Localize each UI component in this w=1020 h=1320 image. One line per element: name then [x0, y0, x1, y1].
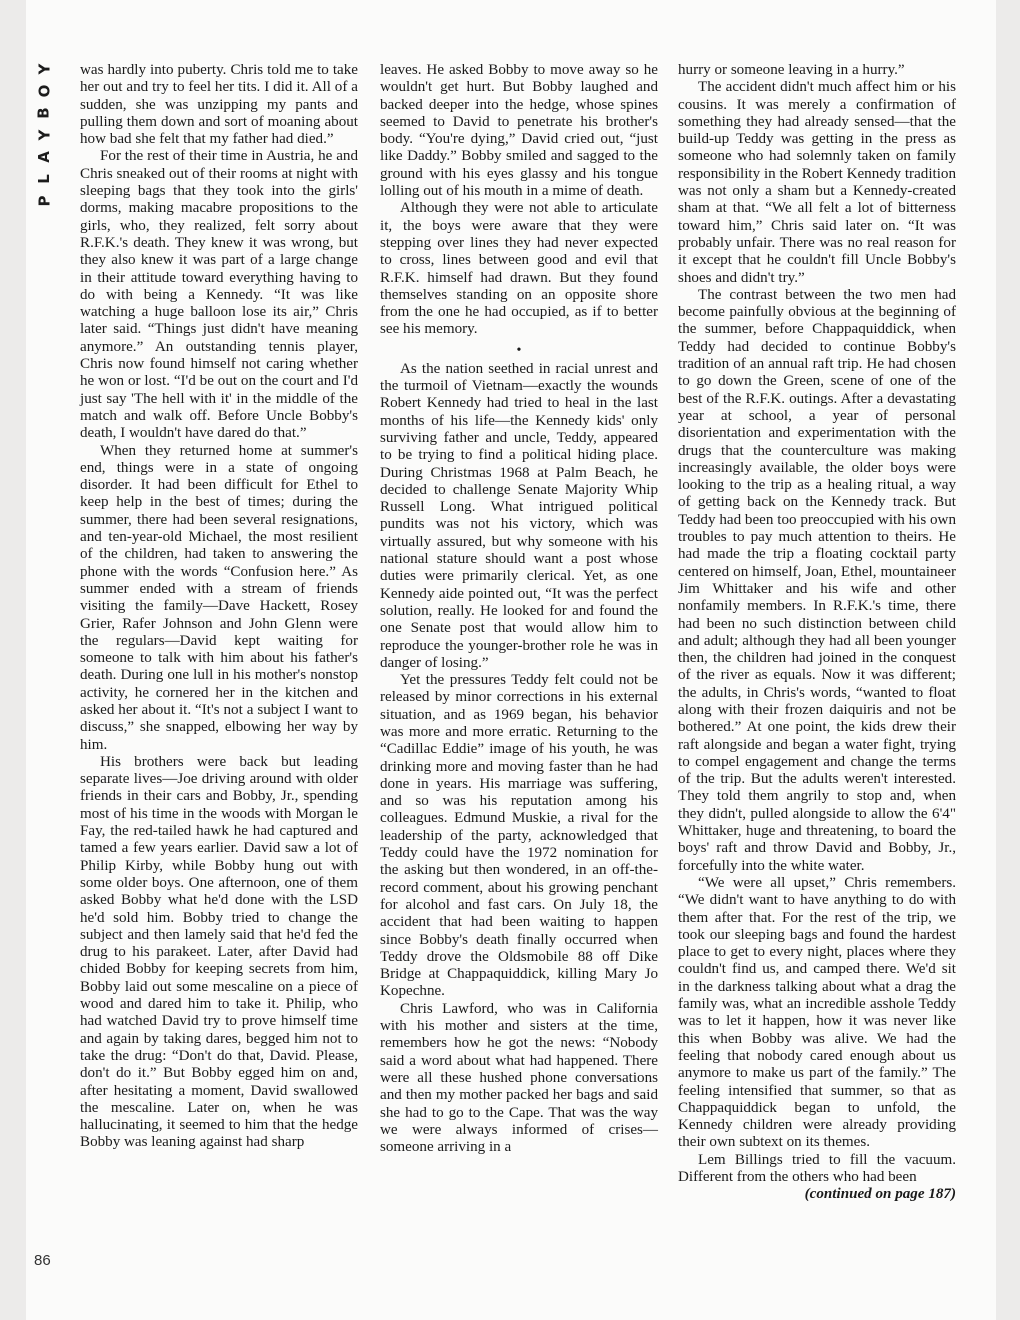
paragraph: His brothers were back but leading separate lives—Joe driving around with older friends in their cars and Bobby, Jr., spending most of his time in the woods with Morgan le Fay, the red-tailed hawk he had captured and tamed a few years earlier. David saw a lot of Philip Kirby, while Bobby hung out with some older boys. One afternoon, one of them asked Bobby what he'd done with the LSD he'd sold him. Bobby tried to change the subject and then lamely said that he'd fed the drug to his parakeet. Later, after David had chided Bobby for keeping secrets from him, Bobby laid out some mescaline on a piece of wood and dared him to take it. Philip, who had watched David try to prove himself time and again by taking dares, begged him not to take the drug: “Don't do that, David. Please, don't do it.” But Bobby egged him on and, after hesitating a moment, David swallowed the mescaline. Later on, when he was hallucinating, it seemed to him that the hedge Bobby was leaning against had sharp	[80, 753, 358, 1151]
spine-letter: B	[35, 107, 53, 119]
paragraph: hurry or someone leaving in a hurry.”	[678, 62, 905, 78]
paragraph: As the nation seethed in racial unrest and the turmoil of Vietnam—exactly the wounds Robert Kennedy had tried to heal in the last months of his life—the Kennedy kids' only surviving father and uncle, Teddy, appeared to be trying to find a political hiding place. During Christmas 1968 at Palm Beach, he decided to challenge Senate Majority Whip Russell Long. What intrigued political pundits was not his victory, which was virtually assured, but why someone with his national stature should want a post whose duties were primarily clerical. Yet, as one Kennedy aide pointed out, “It was the perfect solution, really. He looked for and found the one Senate post that would allow him to reproduce the younger-brother role he was in danger of losing.”	[380, 360, 658, 671]
spine-letter: A	[34, 151, 53, 163]
paragraph: leaves. He asked Bobby to move away so he wouldn't get hurt. But Bobby laughed and backed deeper into the hedge, whose spines seemed to David to penetrate his brother's body. “You're dying,” David cried out, “just like Daddy.” Bobby smiled and sagged to the ground with his eyes glassy and his tongue lolling out of his mouth in a mime of death.	[380, 62, 658, 200]
text-column-2	[380, 62, 658, 1156]
paragraph: Although they were not able to articulate it, the boys were aware that they were stepping over lines they had never expected to cross, lines between good and evil that R.F.K. himself had drawn. But they found themselves standing on an opposite shore from the one he had occupied, as if to better see his memory.	[380, 200, 658, 338]
magazine-spine-title	[26, 58, 62, 212]
page-number: 86	[34, 1252, 51, 1269]
spine-letter: Y	[35, 63, 53, 75]
text-column-1	[80, 62, 358, 1152]
spine-letter: O	[34, 84, 53, 98]
paragraph: The accident didn't much affect him or his cousins. It was merely a confirmation of something they had already sensed—that the build-up Teddy was getting in the press as someone who had solemnly taken on family responsibility in the Robert Kennedy tradition was not only a sham but a Kennedy-created sham at that. “We all felt a lot of bitterness toward him,” Chris said later on. “It was probably unfair. There was no real reason for it except that he couldn't fill Uncle Bobby's shoes and didn't try.”	[678, 79, 956, 286]
spine-letter: Y	[35, 129, 53, 141]
paragraph: Yet the pressures Teddy felt could not be released by minor corrections in his external situation, and as 1969 began, his behavior was more and more erratic. Returning to the “Cadillac Eddie” image of his youth, he was drinking more and moving faster than he had done in years. His marriage was suffering, and so was his reputation among his colleagues. Edmund Muskie, a rival for the leadership of the party, acknowledged that Teddy could have the 1972 nomination for the asking but then wondered, in an off-the-record comment, about his growing penchant for alcohol and fast cars. On July 18, the accident that had been waiting to happen since Bobby's death finally occurred when Teddy drove the Oldsmobile 88 off Dike Bridge at Chappaquiddick, killing Mary Jo Kopechne.	[380, 672, 658, 1000]
continued-note: (continued on page 187)	[804, 1186, 956, 1203]
paragraph: “We were all upset,” Chris remembers. “We didn't want to have anything to do with them after that. For the rest of the trip, we took our sleeping bags and found the hardest place to get to every night, places where they couldn't find us, and camped there. We'd sit in the darkness talking about what a drag the family was, what an incredible asshole Teddy was to let it happen, how it was never like this when Bobby was alive. We had the feeling that nobody cared enough about us anymore to make us part of the family.” The feeling intensified that summer, so that as Chappaquiddick began to unfold, the Kennedy children were already providing their own subtext on its themes.	[678, 874, 956, 1151]
section-separator: •	[516, 342, 522, 358]
paragraph: For the rest of their time in Austria, he and Chris sneaked out of their rooms at night with sleeping bags that they took into the girls' dorms, making macabre propositions to the girls, who, they realized, felt sorry about R.F.K.'s death. They knew it was wrong, but they also knew it was part of a large change in their attitude toward everything having to do with being a Kennedy. “It was like watching a huge balloon lose its air,” Chris later said. “Things just didn't have meaning anymore.” An outstanding tennis player, Chris now found himself not caring whether he won or lost. “I'd be out on the court and I'd just say 'The hell with it' in the middle of the match and walk off. Before Uncle Bobby's death, I wouldn't have dared do that.”	[80, 148, 358, 442]
spine-letter: L	[35, 174, 53, 184]
paragraph: When they returned home at summer's end, things were in a state of ongoing disorder. It had been difficult for Ethel to keep help in the best of times; during the summer, there had been several resignations, and ten-year-old Michael, the most resilient of the children, had taken to answering the phone with the words “Confusion here.” As summer ended with a stream of friends visiting the family—Dave Hackett, Rosey Grier, Rafer Johnson and John Glenn were the regulars—David kept waiting for someone to talk with him about his father's death. During one lull in his mother's nonstop activity, he cornered her in the kitchen and asked her about it. “It's not a subject I want to discuss,” she snapped, elbowing her way by him.	[80, 442, 358, 753]
paragraph: Chris Lawford, who was in California with his mother and sisters at the time, remembers how he got the news: “Nobody said a word about what had happened. There were all these hushed phone conversations and then my mother packed her bags and said she had to go to the Cape. That was the way we were always informed of crises—someone arriving in a	[380, 1000, 658, 1156]
paragraph: The contrast between the two men had become painfully obvious at the beginning of the summer, before Chappaquiddick, when Teddy had decided to continue Bobby's tradition of an annual raft trip. He had chosen to go down the Green, scene of one of the best of the R.F.K. outings. After a devastating year at school, a year of personal disorientation and experimentation with the drugs that the counterculture was making increasingly available, the older boys were looking to the trip as a healing ritual, a way of getting back on the Kennedy track. But Teddy had been too preoccupied with his own troubles to pay much attention to theirs. He had made the trip a floating cocktail party centered on himself, Joan, Ethel, mountaineer Jim Whittaker and his wife and other nonfamily members. In R.F.K.'s time, there had been no such distinction between child and adult; although they had all been younger then, the children had joined in the conquest of the river as equals. Now it was different; the adults, in Chris's words, “wanted to float along with their frozen daiquiris and not be bothered.” At one point, the kids drew their raft alongside and began a water fight, trying to compel engagement and change the terms of the trip. But the adults weren't interested. They told them angrily to stop and, when they didn't, pulled alongside to allow the 6'4" Whittaker, huge and threatening, to board the boys' raft and throw David and Bobby, Jr., forcefully into the white water.	[678, 286, 956, 874]
paragraph: Lem Billings tried to fill the vacuum. Different from the others who had been	[678, 1151, 956, 1185]
paragraph: was hardly into puberty. Chris told me to take her out and try to feel her tits. I did it. All of a sudden, she was unzipping my pants and pulling them down and sort of moaning about how bad she felt that my father had died.”	[80, 62, 358, 148]
text-column-3	[678, 62, 956, 1204]
spine-letter: P	[35, 195, 53, 207]
